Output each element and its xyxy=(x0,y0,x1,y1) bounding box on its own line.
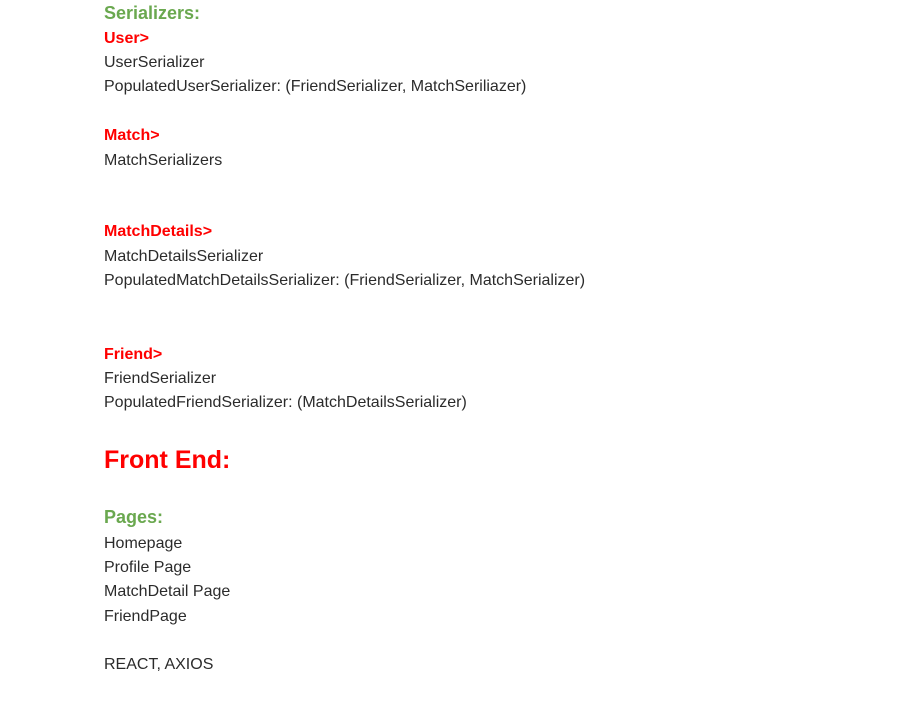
user-serializer-item: UserSerializer xyxy=(104,54,205,71)
populated-friend-serializer-item: PopulatedFriendSerializer: (MatchDetailsSerializer) xyxy=(104,394,467,411)
match-serializers-item: MatchSerializers xyxy=(104,152,223,169)
friend-serializer-item: FriendSerializer xyxy=(104,370,217,387)
populated-user-serializer-item: PopulatedUserSerializer: (FriendSerializer, MatchSeriliazer) xyxy=(104,78,527,95)
page-item-profile: Profile Page xyxy=(104,559,192,576)
friend-group-title: Friend> xyxy=(104,346,163,363)
page-item-matchdetail: MatchDetail Page xyxy=(104,583,231,600)
populated-matchdetails-serializer-item: PopulatedMatchDetailsSerializer: (FriendSerializer, MatchSerializer) xyxy=(104,272,586,289)
serializers-heading: Serializers: xyxy=(104,3,201,23)
match-group-title: Match> xyxy=(104,127,160,144)
page-item-friendpage: FriendPage xyxy=(104,608,187,625)
page-item-homepage: Homepage xyxy=(104,535,183,552)
matchdetails-group-title: MatchDetails> xyxy=(104,223,213,240)
tech-stack-text: REACT, AXIOS xyxy=(104,656,214,673)
user-group-title: User> xyxy=(104,30,149,47)
pages-heading: Pages: xyxy=(104,507,164,527)
matchdetails-serializer-item: MatchDetailsSerializer xyxy=(104,248,264,265)
front-end-heading: Front End: xyxy=(104,446,231,474)
